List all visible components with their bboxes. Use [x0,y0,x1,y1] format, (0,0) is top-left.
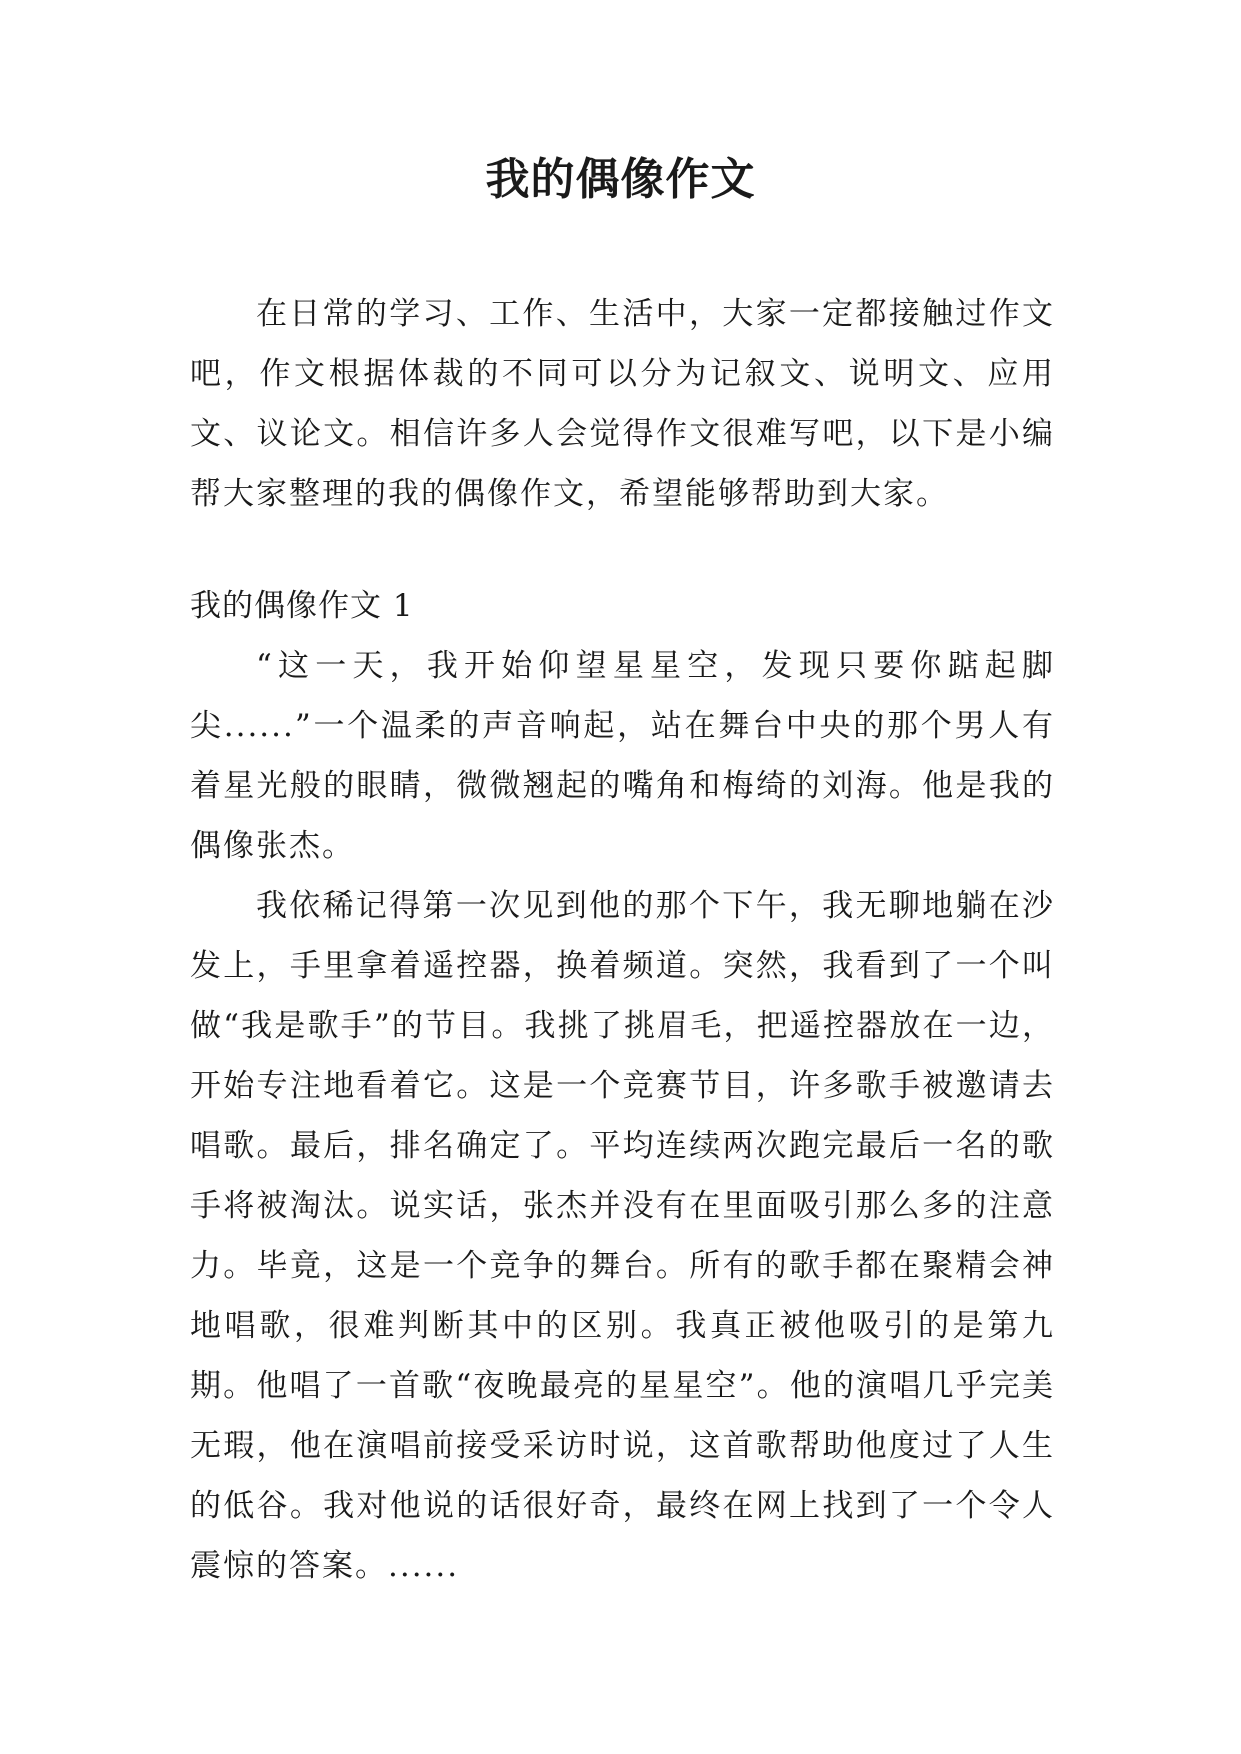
section-heading: 我的偶像作文 1 [190,588,414,624]
section-paragraph-1: “这一天，我开始仰望星星空，发现只要你踮起脚尖......”一个温柔的声音响起，站在舞台中央的那个男人有着星光般的眼睛，微微翘起的嘴角和梅绮的刘海。他是我的偶像张杰。 [190,648,1055,864]
section-paragraph-2: 我依稀记得第一次见到他的那个下午，我无聊地躺在沙发上，手里拿着遥控器，换着频道。突然，我看到了一个叫做“我是歌手”的节目。我挑了挑眉毛，把遥控器放在一边，开始专注地看着它。这是一个竞赛节目，许多歌手被邀请去唱歌。最后，排名确定了。平均连续两次跑完最后一名的歌手将被淘汰。说实话，张杰并没有在里面吸引那么多的注意力。毕竟，这是一个竞争的舞台。所有的歌手都在聚精会神地唱歌，很难判断其中的区别。我真正被他吸引的是第九期。他唱了一首歌“夜晚最亮的星星空”。他的演唱几乎完美无瑕，他在演唱前接受采访时说，这首歌帮助他度过了人生的低谷。我对他说的话很好奇，最终在网上找到了一个令人震惊的答案。...... [190,888,1055,1584]
intro-paragraph: 在日常的学习、工作、生活中，大家一定都接触过作文吧，作文根据体裁的不同可以分为记叙文、说明文、应用文、议论文。相信许多人会觉得作文很难写吧，以下是小编帮大家整理的我的偶像作文，希望能够帮助到大家。 [190,296,1055,512]
document-title: 我的偶像作文 [485,154,756,205]
